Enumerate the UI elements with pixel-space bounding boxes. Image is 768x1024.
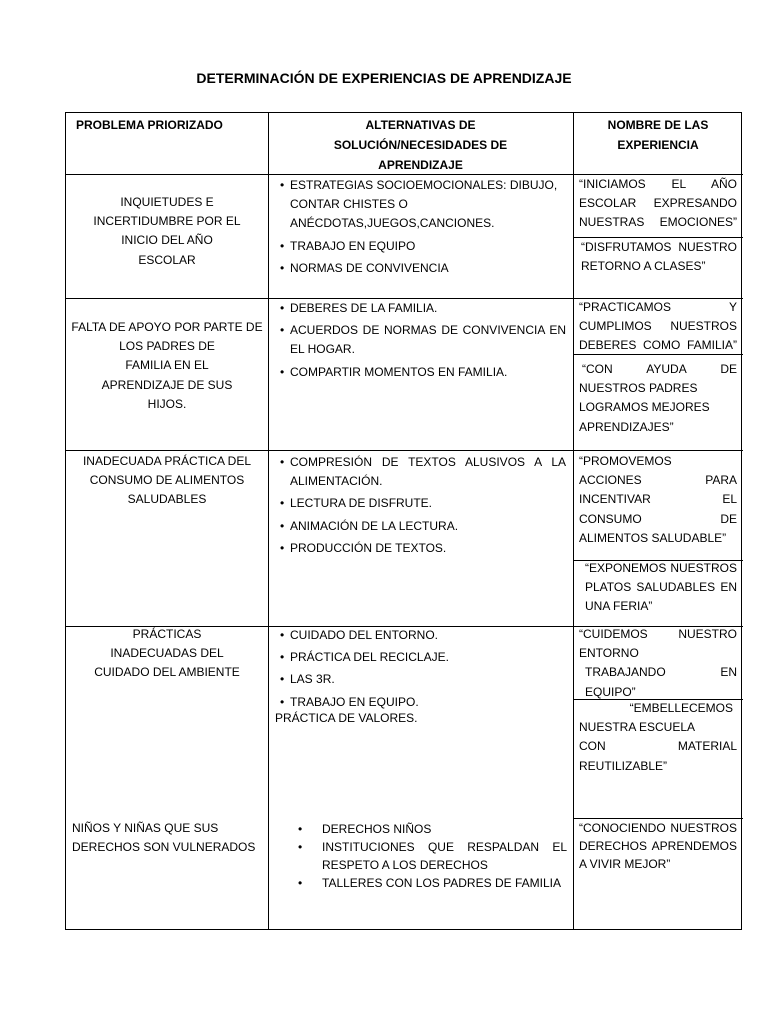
problem-line: ESCOLAR xyxy=(138,252,196,267)
alternatives-cell xyxy=(278,299,566,382)
alternative-item xyxy=(278,299,566,318)
experience-line: RETORNO A CLASES” xyxy=(581,259,706,274)
alternatives-extra: PRÁCTICA DE VALORES. xyxy=(275,711,418,725)
alternatives-cell xyxy=(270,820,567,892)
header-line: EXPERIENCIA xyxy=(617,138,699,152)
alternative-item xyxy=(278,363,566,382)
alternative-line: • COMPRESIÓN DE TEXTOS ALUSIVOS A LA xyxy=(290,455,566,469)
header-problem-text: PROBLEMA PRIORIZADO xyxy=(76,118,223,132)
alternative-line: • TRABAJO EN EQUIPO xyxy=(290,238,416,253)
experience-cell xyxy=(579,175,737,233)
header-experiences xyxy=(573,115,743,155)
alternative-line: • COMPARTIR MOMENTOS EN FAMILIA. xyxy=(290,364,508,379)
experience-line: NUESTRAS EMOCIONES” xyxy=(579,215,737,230)
experience-cell xyxy=(579,360,737,437)
alternative-line: • PRODUCCIÓN DE TEXTOS. xyxy=(290,540,447,555)
experience-line: “CONOCIENDO NUESTROS xyxy=(579,821,737,835)
problem-line: INCERTIDUMBRE POR EL xyxy=(93,214,241,229)
header-line: SOLUCIÓN/NECESIDADES DE xyxy=(333,138,508,152)
row-divider xyxy=(66,450,743,451)
problem-line: INQUIETUDES E xyxy=(120,195,214,209)
problem-line: DERECHOS SON VULNERADOS xyxy=(72,840,256,855)
header-line: APRENDIZAJE xyxy=(378,158,463,172)
problem-line: SALUDABLES xyxy=(127,492,207,507)
problem-line: LOS PADRES DE xyxy=(119,339,215,354)
experience-cell xyxy=(579,699,737,776)
problem-line: FAMILIA EN EL xyxy=(125,358,209,373)
experience-cell xyxy=(579,819,737,873)
experience-line: “CUIDEMOS NUESTRO xyxy=(579,627,737,641)
experience-line: CONSUMO DE xyxy=(579,511,737,526)
header-line: NOMBRE DE LAS xyxy=(607,118,709,132)
experience-line: ACCIONES PARA xyxy=(579,473,737,488)
alternative-item xyxy=(270,838,567,874)
problem-cell xyxy=(72,819,268,857)
experience-line: TRABAJANDO EN xyxy=(585,665,737,680)
problem-cell xyxy=(66,625,268,683)
alternative-item xyxy=(278,648,566,667)
alternative-item xyxy=(278,259,566,278)
experience-line: DEBERES COMO FAMILIA” xyxy=(579,338,737,353)
alternative-item xyxy=(278,176,566,234)
experience-line: ESCOLAR EXPRESANDO xyxy=(579,196,737,211)
experience-line: NUESTRA ESCUELA xyxy=(579,720,696,735)
problem-line: CONSUMO DE ALIMENTOS xyxy=(89,473,245,488)
alternative-item xyxy=(278,321,566,359)
alternative-item xyxy=(278,626,566,645)
experience-cell xyxy=(579,298,737,356)
problem-line: INADECUADAS DEL xyxy=(110,646,224,661)
alternative-line: • NORMAS DE CONVIVENCIA xyxy=(290,260,449,275)
alternative-line: • TALLERES CON LOS PADRES DE FAMILIA xyxy=(322,876,561,890)
experience-cell xyxy=(579,625,737,702)
alternative-line: • LECTURA DE DISFRUTE. xyxy=(290,496,433,511)
column-divider xyxy=(268,113,269,929)
experience-line: NUESTROS PADRES xyxy=(579,381,698,396)
alternative-line: • ESTRATEGIAS SOCIOEMOCIONALES: DIBUJO, xyxy=(290,178,558,192)
page-title: DETERMINACIÓN DE EXPERIENCIAS DE APRENDIZAJE xyxy=(196,70,572,86)
experience-line: APRENDIZAJES” xyxy=(579,419,674,434)
alternative-item xyxy=(278,237,566,256)
experience-cell xyxy=(585,559,737,617)
experience-line: “PROMOVEMOS xyxy=(579,454,672,468)
problem-cell xyxy=(66,318,268,414)
experience-line: PLATOS SALUDABLES EN xyxy=(585,580,737,595)
experiences-table xyxy=(65,112,742,930)
problem-cell xyxy=(66,193,268,270)
alternatives-cell xyxy=(278,176,566,278)
problem-line: APRENDIZAJE DE SUS xyxy=(101,377,233,392)
problem-line: INADECUADA PRÁCTICA DEL xyxy=(82,454,252,468)
alternative-item xyxy=(278,517,566,536)
experience-cell xyxy=(581,238,737,276)
alternative-line: • ANIMACIÓN DE LA LECTURA. xyxy=(290,518,459,533)
problem-line: NIÑOS Y NIÑAS QUE SUS xyxy=(72,821,219,835)
experience-line: EQUIPO” xyxy=(585,684,636,699)
problem-line: PRÁCTICAS xyxy=(132,627,202,641)
experience-line: “EXPONEMOS NUESTROS xyxy=(585,561,737,575)
column-divider xyxy=(573,113,574,929)
header-problem xyxy=(76,115,266,135)
experience-line: LOGRAMOS MEJORES xyxy=(579,400,710,415)
experience-line: ALIMENTOS SALUDABLE” xyxy=(579,530,727,545)
experience-line: “EMBELLECEMOS xyxy=(629,701,733,715)
alternative-line: • TRABAJO EN EQUIPO. xyxy=(290,694,419,709)
alternative-line: ALIMENTACIÓN. xyxy=(290,474,383,489)
experience-line: UNA FERIA” xyxy=(585,599,653,614)
alternative-line: CONTAR CHISTES O xyxy=(290,197,408,212)
alternative-item xyxy=(278,453,566,491)
experience-line: CON MATERIAL xyxy=(579,739,737,754)
alternative-line: RESPETO A LOS DERECHOS xyxy=(322,858,488,872)
problem-line: HIJOS. xyxy=(147,396,187,411)
alternatives-cell xyxy=(278,453,566,558)
problem-line: FALTA DE APOYO POR PARTE DE xyxy=(71,320,263,334)
experience-line: A VIVIR MEJOR” xyxy=(579,857,671,871)
header-alternatives xyxy=(268,115,573,175)
alternative-item xyxy=(270,874,567,892)
alternative-line: ANÉCDOTAS,JUEGOS,CANCIONES. xyxy=(290,216,495,231)
alternative-line: • DEBERES DE LA FAMILIA. xyxy=(290,301,438,315)
experience-line: DERECHOS APRENDEMOS xyxy=(579,839,737,853)
alternative-item xyxy=(278,670,566,689)
experience-line: REUTILIZABLE” xyxy=(579,758,668,773)
problem-line: CUIDADO DEL AMBIENTE xyxy=(94,665,240,680)
experience-line: “PRACTICAMOS Y xyxy=(579,300,737,314)
alternative-line: • CUIDADO DEL ENTORNO. xyxy=(290,628,439,642)
experience-cell xyxy=(579,452,737,548)
experience-line: CUMPLIMOS NUESTROS xyxy=(579,319,737,334)
problem-cell xyxy=(66,452,268,510)
alternative-line: EL HOGAR. xyxy=(290,342,355,357)
alternative-item xyxy=(278,494,566,513)
problem-line: INICIO DEL AÑO xyxy=(121,233,213,248)
alternative-line: • LAS 3R. xyxy=(290,672,335,687)
experience-line: “CON AYUDA DE xyxy=(582,362,737,376)
alternative-line: • PRÁCTICA DEL RECICLAJE. xyxy=(290,650,449,665)
alternative-item xyxy=(278,539,566,558)
alternative-line: • INSTITUCIONES QUE RESPALDAN EL xyxy=(322,840,567,854)
experience-line: ENTORNO xyxy=(579,646,639,661)
alternative-item xyxy=(270,820,567,838)
alternatives-cell xyxy=(278,626,566,712)
alternative-line: • ACUERDOS DE NORMAS DE CONVIVENCIA EN xyxy=(290,323,566,338)
experience-line: INCENTIVAR EL xyxy=(579,492,737,507)
alternative-line: • DERECHOS NIÑOS xyxy=(322,822,432,836)
header-line: ALTERNATIVAS DE xyxy=(365,118,476,132)
experience-line: “INICIAMOS EL AÑO xyxy=(579,177,737,191)
experience-line: “DISFRUTAMOS NUESTRO xyxy=(581,240,737,254)
